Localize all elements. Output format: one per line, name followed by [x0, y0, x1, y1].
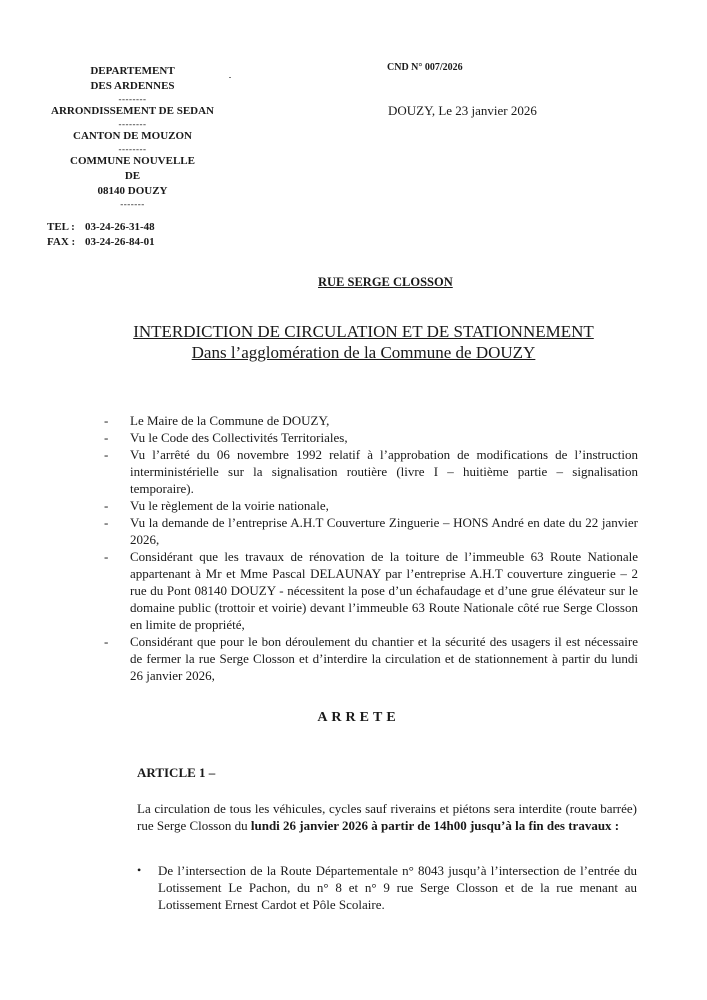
document-date: DOUZY, Le 23 janvier 2026: [388, 103, 537, 118]
subtitle: Dans l’agglomération de la Commune de DOUZY: [191, 343, 536, 362]
header-line: DES ARDENNES: [90, 80, 175, 92]
dash-marker: -: [104, 413, 109, 428]
considerant-text: Vu la demande de l’entreprise A.H.T Couverture Zinguerie – HONS André en date du 22 janvier 2026,: [130, 515, 638, 547]
fax-label: FAX :: [47, 236, 76, 248]
header-separator: -------: [120, 199, 145, 209]
tel-value: 03-24-26-31-48: [85, 221, 155, 233]
tel-label: TEL :: [47, 221, 75, 233]
bullet-marker: •: [137, 863, 142, 877]
header-line: CANTON DE MOUZON: [73, 130, 192, 142]
article-1-text-plain: La circulation de tous les véhicules, cycles sauf riverains et piétons sera interdite (route barrée) rue Serge Closson du: [137, 801, 637, 833]
considerant-item: [104, 514, 638, 548]
fax-value: 03-24-26-84-01: [85, 236, 155, 248]
considerant-item: [104, 497, 638, 514]
main-title: INTERDICTION DE CIRCULATION ET DE STATIONNEMENT: [133, 322, 594, 341]
considerant-text: Considérant que pour le bon déroulement du chantier et la sécurité des usagers il est nécessaire de fermer la rue Serge Closson et d’interdire la circulation et de stationnement à partir du lundi 26 janvier 2026,: [130, 634, 638, 683]
header-line: ARRONDISSEMENT DE SEDAN: [51, 105, 214, 117]
arrete-heading: ARRETE: [317, 710, 400, 725]
article-1-text-bold: lundi 26 janvier 2026 à partir de 14h00 jusqu’à la fin des travaux :: [250, 818, 620, 833]
bullet-item: [137, 862, 637, 913]
considerant-item: [104, 548, 638, 633]
dash-marker: -: [104, 447, 109, 462]
dash-marker: -: [104, 634, 109, 649]
dash-marker: -: [104, 430, 109, 445]
considerants-list: [104, 412, 638, 684]
scan-speck: [229, 77, 231, 78]
considerant-item: [104, 446, 638, 497]
considerant-item: [104, 429, 638, 446]
header-line: DE: [124, 170, 141, 182]
issuer-header: [40, 64, 225, 209]
dash-marker: -: [104, 515, 109, 530]
contact-block: [47, 220, 155, 250]
considerant-text: Le Maire de la Commune de DOUZY,: [130, 413, 330, 428]
considerant-text: Vu l’arrêté du 06 novembre 1992 relatif à l’approbation de modifications de l’instruction interministérielle sur la signalisation routière (livre I – huitième partie – signalisation temporaire).: [130, 447, 638, 496]
bullet-text: De l’intersection de la Route Départementale n° 8043 jusqu’à l’intersection de l’entrée du Lotissement Le Pachon, du n° 8 et n° 9 rue Serge Closson et de la rue menant au Lotissement Ernest Cardot et Pôle Scolaire.: [158, 863, 637, 912]
tel-row: [47, 220, 155, 235]
header-separator: --------: [118, 94, 147, 104]
header-line: 08140 DOUZY: [97, 185, 168, 197]
header-line: DEPARTEMENT: [90, 65, 175, 77]
header-separator: --------: [118, 119, 147, 129]
considerant-item: [104, 633, 638, 684]
considerant-text: Considérant que les travaux de rénovation de la toiture de l’immeuble 63 Route Nationale appartenant à Mr et Mme Pascal DELAUNAY par l’entreprise A.H.T couverture zinguerie – 2 rue du Pont 08140 DOUZY - nécessitent la pose d’un échafaudage et d’une grue élévateur sur le domaine public (trottoir et voirie) devant l’immeuble 63 Route Nationale côté rue Serge Closson en limite de propriété,: [130, 549, 638, 632]
dash-marker: -: [104, 549, 109, 564]
reference-number: CND N° 007/2026: [387, 62, 463, 73]
dash-marker: -: [104, 498, 109, 513]
considerant-text: Vu le règlement de la voirie nationale,: [130, 498, 329, 513]
header-separator: --------: [118, 144, 147, 154]
article-1-bullets: [137, 862, 637, 913]
street-title: RUE SERGE CLOSSON: [318, 275, 453, 289]
considerant-item: [104, 412, 638, 429]
header-line: COMMUNE NOUVELLE: [70, 155, 195, 167]
article-1-title: ARTICLE 1 –: [137, 765, 216, 780]
considerant-text: Vu le Code des Collectivités Territoriales,: [130, 430, 348, 445]
article-1-text: [137, 800, 637, 834]
fax-row: [47, 235, 155, 250]
